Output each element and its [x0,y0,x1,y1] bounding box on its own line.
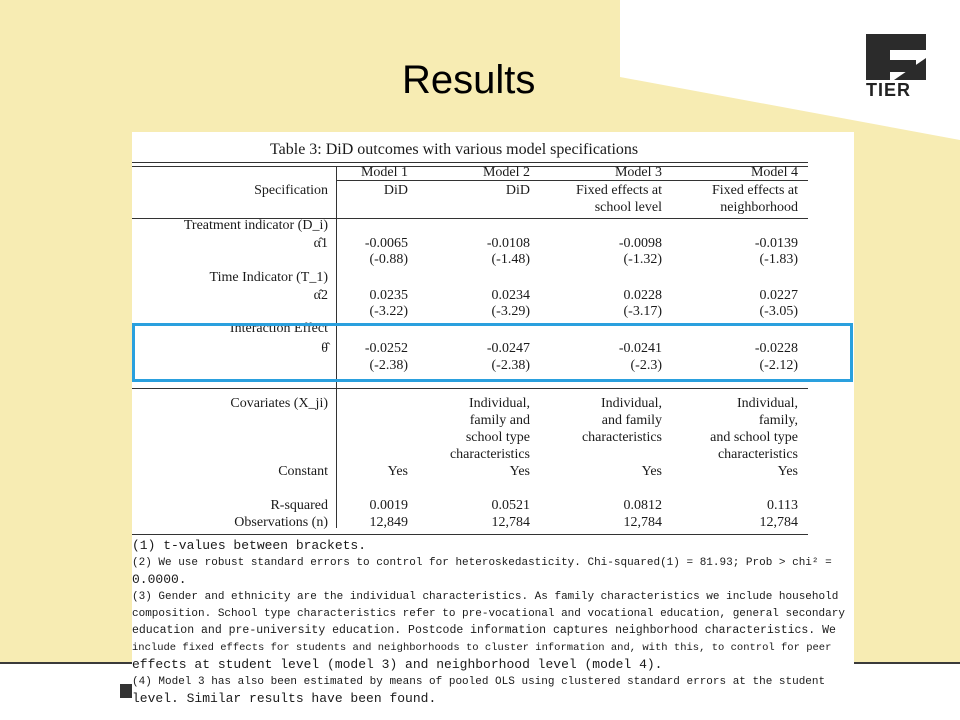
tvalue-cell: (-1.83) [759,252,798,267]
rsquared-cell: 0.113 [767,498,798,513]
table-caption: Table 3: DiD outcomes with various model specifications [270,141,639,158]
coef-cell: 0.0235 [369,288,408,303]
coef-cell: 0.0228 [623,288,662,303]
top-rule [132,162,808,163]
spec-cell: neighborhood [720,200,798,215]
rsquared-cell: 0.0521 [491,498,530,513]
table-note: 0.0000. [132,572,187,587]
tvalue-cell: (-1.32) [623,252,662,267]
spec-cell: Fixed effects at [575,183,662,198]
alpha2-symbol: α̂2 [313,288,328,303]
tvalue-cell: (-3.05) [759,304,798,319]
tvalue-cell: (-2.38) [369,358,408,373]
observations-cell: 12,784 [491,515,530,530]
covariate-cell: characteristics [581,430,662,445]
table-note: (3) Gender and ethnicity are the individual characteristics. As family characteristics we include household [132,591,839,603]
coef-cell: -0.0241 [618,341,662,356]
coef-cell: -0.0065 [364,236,408,251]
rsquared-cell: 0.0812 [623,498,662,513]
footer-logo-icon [120,684,132,698]
constant-cell: Yes [387,464,408,479]
tvalue-cell: (-3.29) [491,304,530,319]
table-note: level. Similar results have been found. [132,691,437,706]
tvalue-cell: (-3.22) [369,304,408,319]
constant-label: Constant [278,464,328,479]
covariate-cell: characteristics [449,447,530,462]
model-header: Model 3 [614,165,662,180]
covariate-cell: and family [601,413,662,428]
observations-cell: 12,784 [759,515,798,530]
model-header: Model 2 [482,165,530,180]
table-note: composition. School type characteristics refer to pre-vocational and vocational education, general secondary [132,608,845,620]
spec-cell: DiD [505,183,530,198]
time-label: Time Indicator (T_1) [209,270,328,285]
bottom-rule [132,534,808,535]
coef-cell: 0.0227 [759,288,798,303]
observations-cell: 12,849 [369,515,408,530]
table-note: education and pre-university education. Postcode information captures neighborhood characteristics. We [132,624,836,637]
covariate-cell: Individual, [468,396,530,411]
coef-cell: -0.0139 [754,236,798,251]
interaction-highlight-box [132,323,853,382]
covariate-cell: school type [465,430,530,445]
constant-cell: Yes [777,464,798,479]
covariate-cell: Individual, [736,396,798,411]
rsquared-cell: 0.0019 [369,498,408,513]
coef-cell: -0.0108 [486,236,530,251]
spec-cell: DiD [383,183,408,198]
table-image [132,132,854,706]
table-note: (2) We use robust standard errors to control for heteroskedasticity. Chi-squared(1) = 81.93; Prob > chi² = [132,557,832,569]
tvalue-cell: (-2.3) [630,358,662,373]
table-note: effects at student level (model 3) and neighborhood level (model 4). [132,657,663,672]
rsquared-label: R-squared [270,498,328,513]
observations-label: Observations (n) [234,515,328,530]
tvalue-cell: (-2.12) [759,358,798,373]
covariate-cell: and school type [710,430,798,445]
tvalue-cell: (-3.17) [623,304,662,319]
covariate-cell: characteristics [717,447,798,462]
covariate-cell: Individual, [600,396,662,411]
table-note: (4) Model 3 has also been estimated by means of pooled OLS using clustered standard errors at the student [132,676,826,688]
coef-cell: 0.0234 [491,288,530,303]
interaction-label: Interaction Effect [229,321,328,336]
covariates-label: Covariates (X_ji) [230,396,328,411]
interaction-rule [132,388,808,389]
coef-cell: -0.0252 [364,341,408,356]
table-note: include fixed effects for students and neighborhoods to cluster information and, with this, to control for peer [132,642,832,654]
coef-cell: -0.0247 [486,341,530,356]
slide-title: Results [402,58,536,102]
specification-label: Specification [254,183,328,198]
tvalue-cell: (-0.88) [369,252,408,267]
constant-cell: Yes [509,464,530,479]
spec-cell: Fixed effects at [711,183,798,198]
observations-cell: 12,784 [623,515,662,530]
treatment-label: Treatment indicator (D_i) [183,218,328,233]
alpha1-symbol: α̂1 [313,236,328,251]
table-note: (1) t-values between brackets. [132,538,367,553]
coef-cell: -0.0228 [754,341,798,356]
covariate-cell: family, [758,413,798,428]
tier-logo-text: TIER [866,80,912,100]
coef-cell: -0.0098 [618,236,662,251]
model-header: Model 4 [750,165,798,180]
constant-cell: Yes [641,464,662,479]
model-header: Model 1 [360,165,408,180]
theta-symbol: θ̂ [321,341,328,356]
tvalue-cell: (-2.38) [491,358,530,373]
spec-cell: school level [594,200,662,215]
covariate-cell: family and [469,413,530,428]
tvalue-cell: (-1.48) [491,252,530,267]
